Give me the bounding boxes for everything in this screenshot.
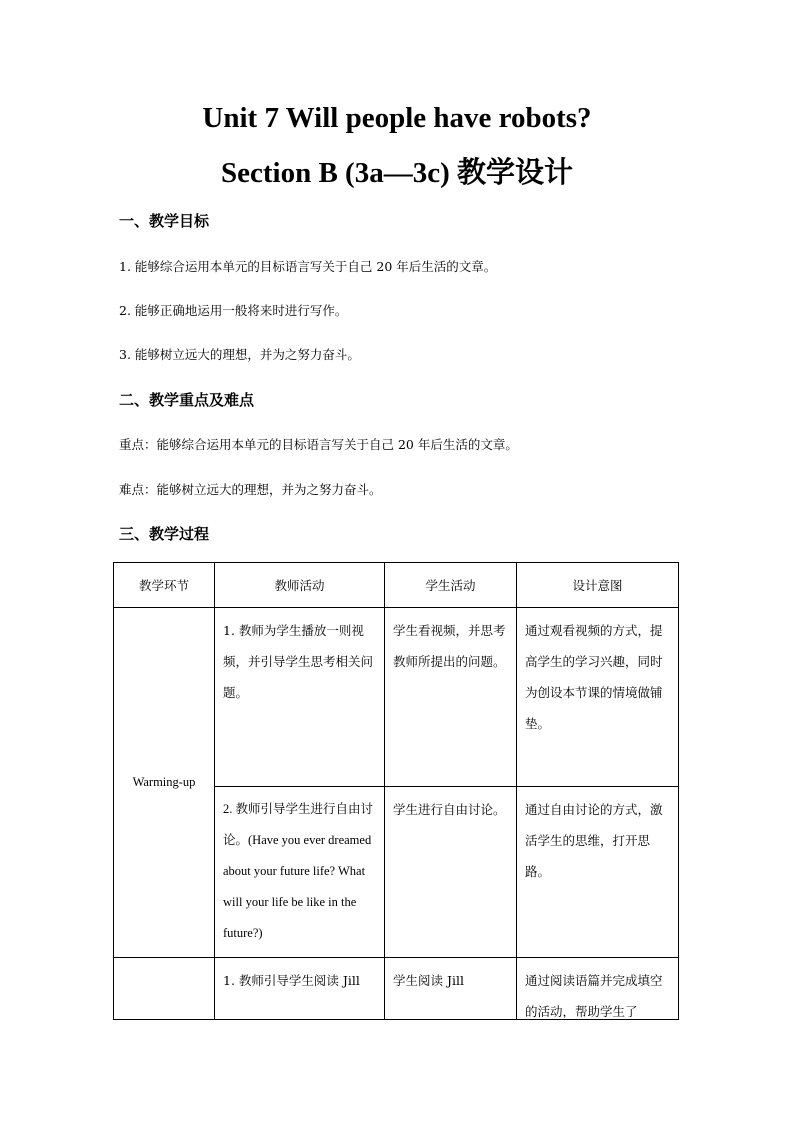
student-activity-cell: [385, 958, 517, 1020]
teacher-activity-cell: [215, 958, 385, 1020]
column-header-intent: 设计意图: [517, 563, 679, 608]
table-row: [114, 958, 679, 1020]
student-activity-cell: [385, 608, 517, 787]
teacher-activity-cell: [215, 608, 385, 787]
table-row: [114, 608, 679, 787]
section-heading-objectives: 一、教学目标: [119, 212, 210, 230]
design-intent-text: 通过观看视频的方式，提高学生的学习兴趣，同时为创设本节课的情境做铺垫。: [525, 623, 663, 731]
student-activity-text: 学生看视频，并思考教师所提出的问题。: [393, 623, 506, 669]
student-activity-text: 学生阅读 Jill: [393, 973, 464, 988]
teaching-process-table: [113, 562, 679, 1020]
teacher-activity-text: 1. 教师为学生播放一则视频，并引导学生思考相关问题。: [223, 623, 374, 700]
teacher-activity-text: 2. 教师引导学生进行自由讨论。(Have you ever dreamed about your future life? What will your life be like in the future?): [223, 802, 374, 940]
column-header-stage: 教学环节: [114, 563, 215, 608]
design-intent-text: 通过阅读语篇并完成填空的活动，帮助学生了: [525, 973, 663, 1018]
objective-item: 2. 能够正确地运用一般将来时进行写作。: [119, 303, 348, 318]
document-title: Unit 7 Will people have robots?: [202, 102, 592, 134]
objective-item: 3. 能够树立远大的理想，并为之努力奋斗。: [119, 347, 360, 362]
column-header-teacher: 教师活动: [215, 563, 385, 608]
objective-item: 1. 能够综合运用本单元的目标语言写关于自己 20 年后生活的文章。: [119, 259, 497, 274]
student-activity-text: 学生进行自由讨论。: [393, 802, 506, 817]
difficult-point-text: 难点：能够树立远大的理想，并为之努力奋斗。: [119, 482, 382, 497]
key-point-text: 重点：能够综合运用本单元的目标语言写关于自己 20 年后生活的文章。: [119, 437, 518, 452]
design-intent-cell: [517, 608, 679, 787]
section-heading-process: 三、教学过程: [119, 525, 210, 543]
document-subtitle: Section B (3a—3c) 教学设计: [221, 157, 573, 189]
teacher-activity-cell: [215, 787, 385, 958]
stage-cell: [114, 958, 215, 1020]
design-intent-cell: [517, 958, 679, 1020]
design-intent-cell: [517, 787, 679, 958]
design-intent-text: 通过自由讨论的方式，激活学生的思维，打开思路。: [525, 802, 663, 879]
stage-cell: Warming-up: [114, 608, 215, 958]
student-activity-cell: [385, 787, 517, 958]
teacher-activity-text: 1. 教师引导学生阅读 Jill: [223, 973, 360, 988]
column-header-student: 学生活动: [385, 563, 517, 608]
table-header-row: [114, 563, 679, 608]
section-heading-key-points: 二、教学重点及难点: [119, 391, 255, 409]
